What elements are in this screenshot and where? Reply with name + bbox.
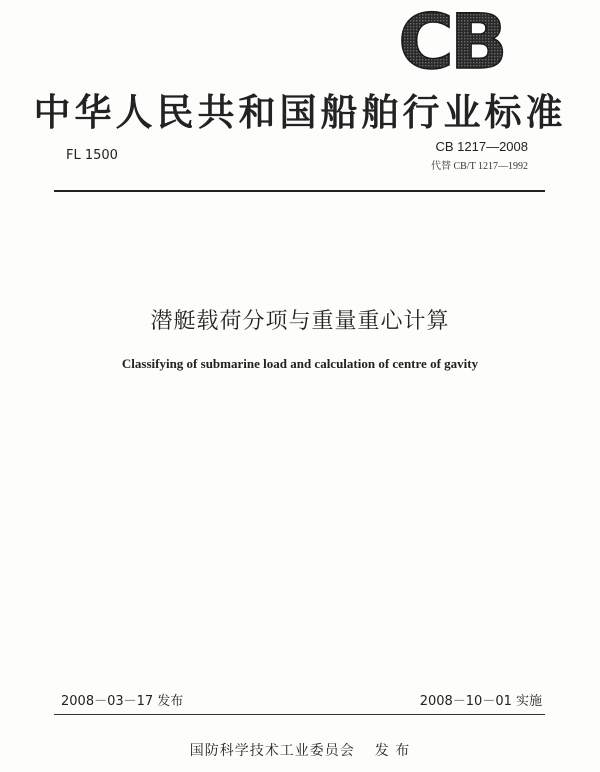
issuer-line (0, 740, 600, 760)
replaces-standard: 代替 CB/T 1217—1992 (430, 161, 528, 172)
implementation-date: 2008－10－01 实施 (419, 694, 542, 709)
cb-logo-text: CB (398, 8, 504, 72)
header-divider (54, 190, 545, 192)
issuer-name: 国防科学技术工业委员会 (189, 743, 355, 759)
classification-code: FL 1500 (66, 148, 118, 163)
document-title-chinese: 潜艇载荷分项与重量重心计算 (150, 309, 450, 334)
document-title-english: Classifying of submarine load and calculation of centre of gavity (121, 356, 479, 371)
cb-logo (386, 8, 516, 72)
issue-date: 2008－03－17 发布 (61, 694, 184, 709)
footer-divider (54, 714, 545, 715)
issue-word: 发 布 (374, 743, 411, 759)
standard-number: CB 1217—2008 (435, 139, 528, 154)
org-title: 中华人民共和国船舶行业标准 (33, 91, 567, 134)
